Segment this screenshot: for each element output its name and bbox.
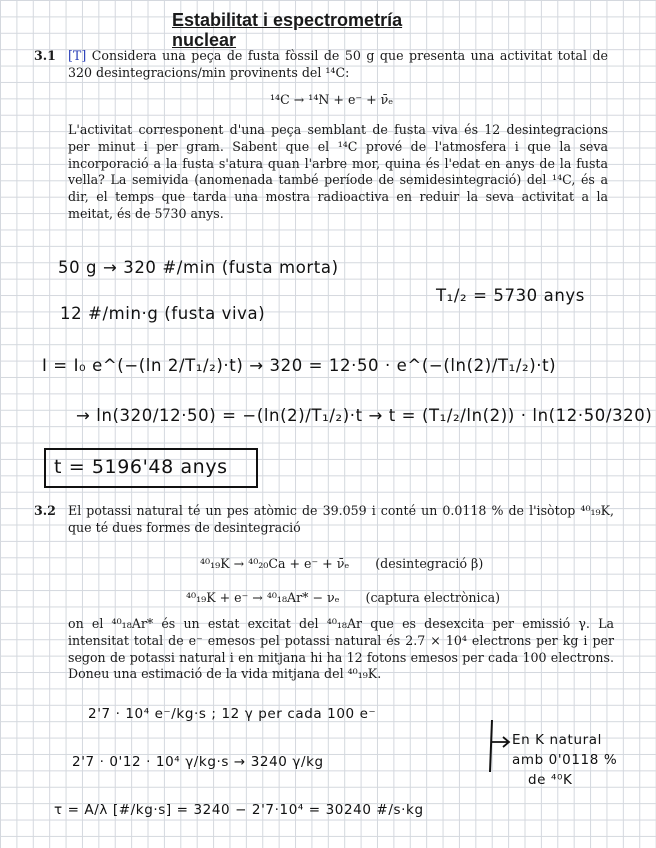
handwritten-live-wood-line: 12 #/min·g (fusta viva) [60,304,266,323]
handwritten-side-note-3: de ⁴⁰K [528,772,573,788]
handwritten-decay-law: I = I₀ e^(−(ln 2/T₁/₂)·t) → 320 = 12·50 · e^(−(ln(2)/T₁/₂)·t) [42,356,557,375]
handwritten-photon-rate: 2'7 · 0'12 · 10⁴ γ/kg·s → 3240 γ/kg [72,754,324,770]
problem-3-1-tag: [T] [68,48,87,63]
handwritten-lifetime-formula: τ = A/λ [#/kg·s] = 3240 − 2'7·10⁴ = 30240 #/s·kg [54,802,424,818]
problem-3-2-body: on el ⁴⁰₁₈Ar* és un estat excitat del ⁴⁰₁₈Ar que es desexcita per emissió γ. La intensitat total de e⁻ emesos pel potassi natural és 2.7 × 10⁴ electrons per kg i per segon de potassi natural i en mitjana hi ha 12 fotons emesos per cada 100 electrons. Doneu una estimació de la vida mitjana del ⁴⁰₁₉K. [68,616,614,682]
side-note-bracket [490,720,492,772]
problem-3-1-number: 3.1 [34,48,56,63]
handwritten-dead-wood-line: 50 g → 320 #/min (fusta morta) [58,258,339,277]
electron-capture-note: (captura electrònica) [365,590,501,605]
handwritten-electron-rate: 2'7 · 10⁴ e⁻/kg·s ; 12 γ per cada 100 e⁻ [88,706,377,722]
electron-capture-reaction: ⁴⁰₁₉K + e⁻ → ⁴⁰₁₈Ar* − νₑ [186,590,340,605]
side-note-arrow-icon [492,737,509,747]
problem-3-1-intro: Considera una peça de fusta fòssil de 50 g que presenta una activitat total de 320 desintegracions/min provinents del ¹⁴C: [68,48,608,80]
beta-decay-reaction: ⁴⁰₁₉K → ⁴⁰₂₀Ca + e⁻ + ν̄ₑ [200,556,350,571]
handwritten-half-life: T₁/₂ = 5730 anys [436,286,585,305]
beta-decay-note: (desintegració β) [375,556,484,571]
c14-decay-equation: ¹⁴C → ¹⁴N + e⁻ + ν̄ₑ [270,92,394,107]
problem-3-2-number: 3.2 [34,503,56,518]
handwritten-answer: t = 5196'48 anys [54,456,228,478]
page-title: Estabilitat i espectrometría nuclear [172,10,403,50]
handwritten-log-step: → ln(320/12·50) = −(ln(2)/T₁/₂)·t → t = (T₁/₂/ln(2)) · ln(12·50/320) [76,406,653,425]
handwritten-side-note-2: amb 0'0118 % [512,752,618,768]
problem-3-2-intro: El potassi natural té un pes atòmic de 39.059 i conté un 0.0118 % de l'isòtop ⁴⁰₁₉K, que té dues formes de desintegració [68,503,614,535]
handwritten-side-note-1: En K natural [512,732,602,748]
problem-3-1-body: L'activitat corresponent d'una peça semblant de fusta viva és 12 desintegracions per minut i per gram. Sabent que el ¹⁴C prové de l'atmosfera i que la seva incorporació a la fusta s'atura quan l'arbre mor, quina és l'edat en anys de la fusta vella? La semivida (anomenada també període de semidesintegració) del ¹⁴C, és a dir, el temps que tarda una mostra radioactiva en reduir la seva activitat a la meitat, és de 5730 anys. [68,122,608,221]
